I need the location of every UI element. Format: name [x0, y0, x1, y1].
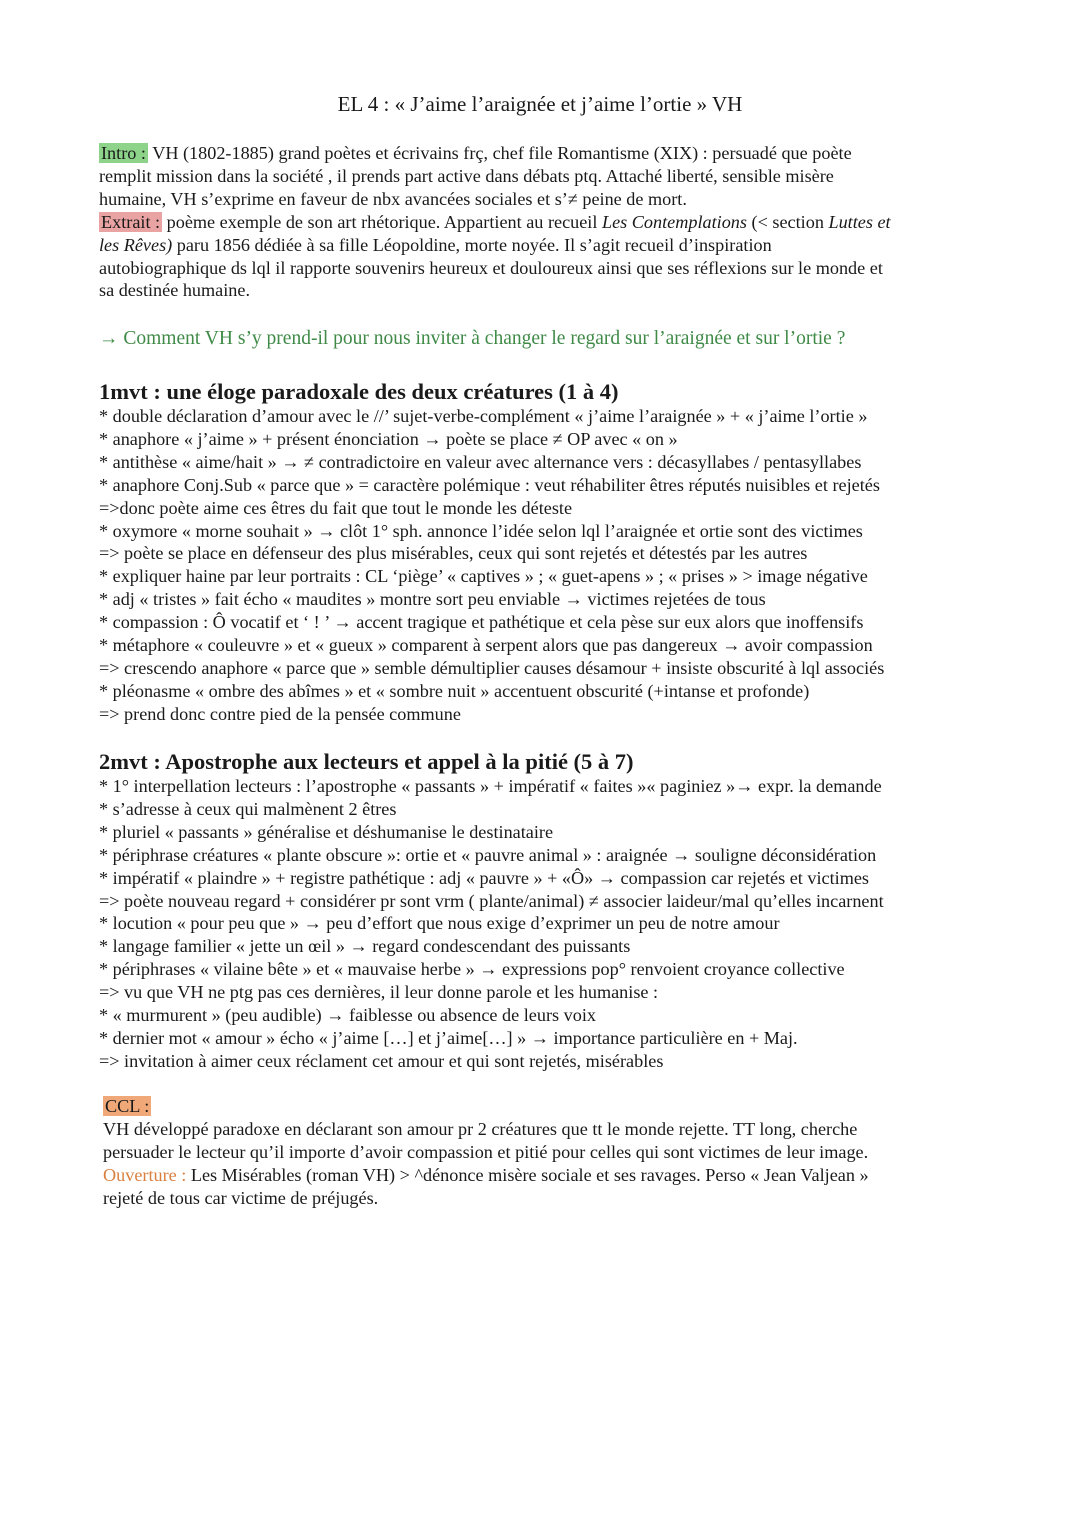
mvt1-line: * adj « tristes » fait écho « maudites » montre sort peu enviable → victimes rejetées de tous [99, 589, 766, 610]
mvt1-line: * compassion : Ô vocatif et ‘ ! ’ → accent tragique et pathétique et cela pèse sur eux alors que inoffensifs [99, 612, 864, 633]
mvt1-line: => crescendo anaphore « parce que » semble démultiplier causes désamour + insiste obscurité à lql associés [99, 657, 885, 678]
mvt1-heading: 1mvt : une éloge paradoxale des deux créatures (1 à 4) [99, 379, 619, 404]
page-title: EL 4 : « J’aime l’araignée et j’aime l’ortie » VH [337, 92, 743, 116]
mvt1-line: * double déclaration d’amour avec le //’ sujet-verbe-complément « j’aime l’araignée » + « j’aime l’ortie » [99, 406, 868, 426]
mvt1-section [99, 405, 969, 726]
mvt1-line: * oxymore « morne souhait » → clôt 1° sph. annonce l’idée selon lql l’araignée et ortie sont des victimes [99, 520, 863, 541]
extrait-label: Extrait : [101, 211, 161, 232]
mvt2-line: * impératif « plaindre » + registre pathétique : adj « pauvre » + «Ô» → compassion car rejetés et victimes [99, 867, 870, 888]
mvt1-line: => poète se place en défenseur des plus misérables, ceux qui sont rejetés et détestés par les autres [99, 543, 808, 564]
ouverture-line: Ouverture : Les Misérables (roman VH) > ^dénonce misère sociale et ses ravages. Perso « Jean Valjean » [103, 1164, 869, 1185]
mvt1-line: =>donc poète aime ces êtres du fait que tout le monde les déteste [99, 497, 573, 518]
intro-label: Intro : [101, 143, 146, 163]
intro-line-1: remplit mission dans la société , il prends part active dans débats ptq. Attaché liberté, sensible misère [99, 165, 834, 186]
problematic-question: → Comment VH s’y prend-il pour nous inviter à changer le regard sur l’araignée et sur l’ortie ? [99, 328, 846, 349]
extrait-line-3: sa destinée humaine. [99, 280, 251, 301]
ccl-line: rejeté de tous car victime de préjugés. [103, 1187, 379, 1208]
extrait-line-0: Extrait : poème exemple de son art rhétorique. Appartient au recueil Les Contemplations (< section Luttes et [101, 211, 891, 232]
extrait-line-1: les Rêves) paru 1856 dédiée à sa fille Léopoldine, morte noyée. Il s’agit recueil d’inspiration [99, 234, 772, 255]
mvt2-section [99, 775, 969, 1073]
ccl-line: persuader le lecteur qu’il importe d’avoir compassion et pitié pour celles qui sont victimes de leur image. [103, 1141, 869, 1162]
mvt2-line: * périphrase créatures « plante obscure »: ortie et « pauvre animal » : araignée → souligne déconsidération [99, 844, 877, 865]
mvt2-line: * pluriel « passants » généralise et déshumanise le destinataire [99, 821, 554, 842]
ccl-section [103, 1095, 973, 1210]
ccl-label: CCL : [105, 1096, 150, 1116]
mvt2-line: * langage familier « jette un œil » → regard condescendant des puissants [99, 936, 631, 957]
ccl-line: VH développé paradoxe en déclarant son amour pr 2 créatures que tt le monde rejette. TT long, cherche [103, 1118, 858, 1139]
mvt2-line: => invitation à aimer ceux réclament cet amour et qui sont rejetés, misérables [99, 1050, 664, 1071]
mvt1-line: * antithèse « aime/hait » → ≠ contradictoire en valeur avec alternance vers : décasyllabes / pentasyllabes [99, 451, 862, 472]
mvt2-line: => vu que VH ne ptg pas ces dernières, il leur donne parole et les humanise : [99, 982, 659, 1003]
mvt1-line: * anaphore « j’aime » + présent énonciation → poète se place ≠ OP avec « on » [99, 428, 678, 449]
ouverture-label: Ouverture : [103, 1164, 187, 1185]
mvt2-heading: 2mvt : Apostrophe aux lecteurs et appel à la pitié (5 à 7) [99, 749, 634, 774]
extrait-line-2: autobiographique ds lql il rapporte souvenirs heureux et douloureux ainsi que ses réflexions sur le monde et [99, 257, 883, 278]
mvt1-line: * pléonasme « ombre des abîmes » et « sombre nuit » accentuent obscurité (+intanse et profonde) [99, 680, 810, 701]
intro-section [99, 142, 969, 302]
mvt1-line: * anaphore Conj.Sub « parce que » = caractère polémique : veut réhabiliter êtres réputés nuisibles et rejetés [99, 474, 880, 495]
mvt2-line: * 1° interpellation lecteurs : l’apostrophe « passants » + impératif « faites »« paginiez »→ expr. la demande [99, 776, 882, 796]
mvt2-line: => poète nouveau regard + considérer pr sont vrm ( plante/animal) ≠ associer laideur/mal qu’elles incarnent [99, 890, 884, 911]
mvt2-line: * locution « pour peu que » → peu d’effort que nous exige d’exprimer un peu de notre amour [99, 913, 780, 934]
mvt1-line: * expliquer haine par leur portraits : CL ‘piège’ « captives » ; « guet-apens » ; « prises » > image négative [99, 566, 868, 587]
mvt1-line: => prend donc contre pied de la pensée commune [99, 703, 461, 724]
book-title: Les Contemplations [601, 211, 747, 232]
mvt2-line: * périphrases « vilaine bête » et « mauvaise herbe » → expressions pop° renvoient croyance collective [99, 959, 845, 980]
mvt1-line: * métaphore « couleuvre » et « gueux » comparent à serpent alors que pas dangereux → avoir compassion [99, 635, 873, 656]
mvt2-line: * « murmurent » (peu audible) → faiblesse ou absence de leurs voix [99, 1005, 596, 1026]
intro-line-2: humaine, VH s’exprime en faveur de nbx avancées sociales et s’≠ peine de mort. [99, 188, 687, 209]
ccl-label-line [103, 1095, 973, 1118]
mvt2-line: * s’adresse à ceux qui malmènent 2 êtres [99, 798, 397, 819]
mvt2-line: * dernier mot « amour » écho « j’aime […] et j’aime[…] » → importance particulière en + Maj. [99, 1027, 798, 1048]
intro-line-0: Intro : VH (1802-1885) grand poètes et écrivains frç, chef file Romantisme (XIX) : persuadé que poète [101, 143, 852, 163]
